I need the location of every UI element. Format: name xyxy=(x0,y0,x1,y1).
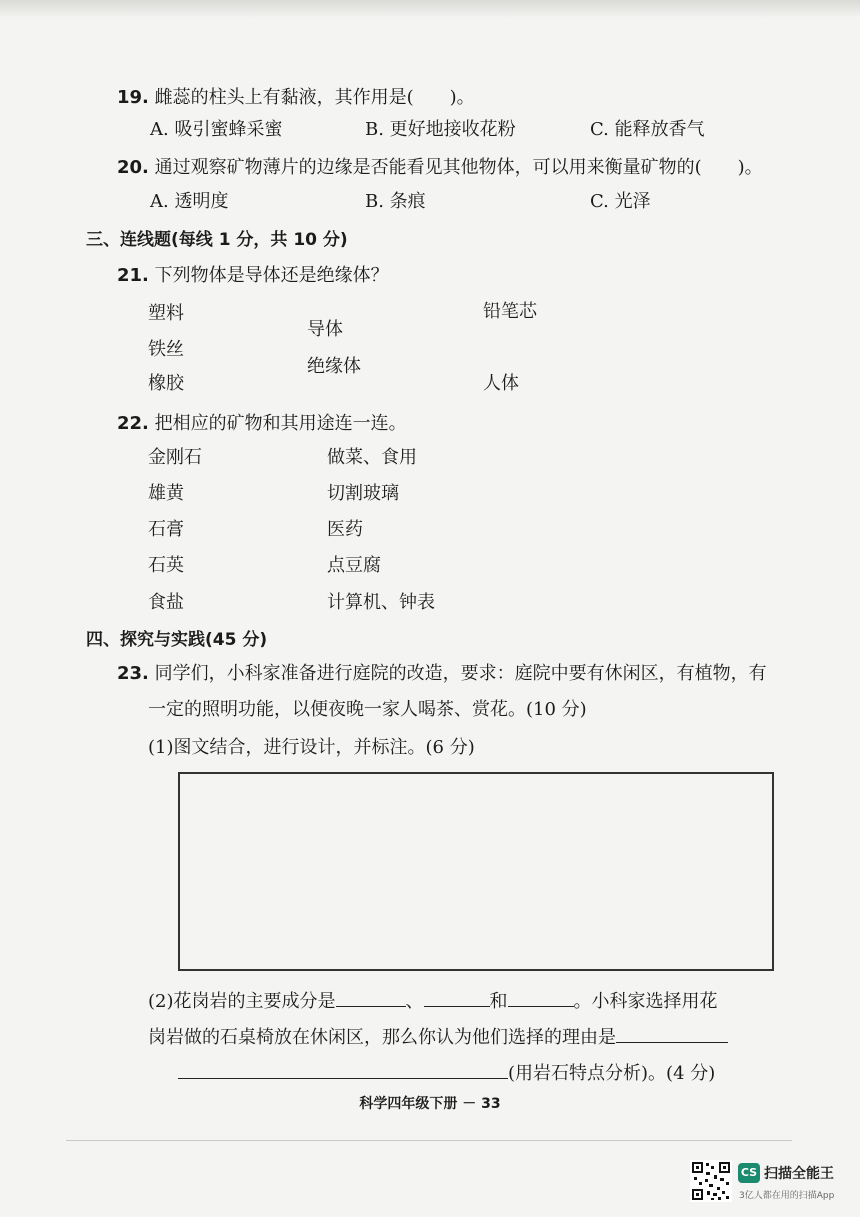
q22-mineral: 石英 xyxy=(148,555,184,576)
q20-option-c: C. 光泽 xyxy=(590,191,651,212)
divider xyxy=(66,1140,792,1141)
camscanner-tagline: 3亿人都在用的扫描App xyxy=(739,1191,835,1201)
camscanner-logo: CS xyxy=(738,1163,760,1183)
separator: 、 xyxy=(405,991,424,1012)
q22-mineral: 金刚石 xyxy=(148,447,202,468)
camscanner-name: 扫描全能王 xyxy=(764,1166,834,1182)
q21-left-item: 塑料 xyxy=(148,303,184,324)
q23-part1: (1)图文结合，进行设计，并标注。(6 分) xyxy=(148,737,475,758)
question-19 xyxy=(117,86,475,110)
q22-use: 点豆腐 xyxy=(327,555,381,576)
question-text: 下列物体是导体还是绝缘体？ xyxy=(154,265,389,286)
design-drawing-box[interactable] xyxy=(178,772,774,971)
question-text: 通过观察矿物薄片的边缘是否能看见其他物体，可以用来衡量矿物的( )。 xyxy=(154,157,763,178)
scan-top-shadow xyxy=(0,0,860,18)
question-number: 20. xyxy=(117,157,149,178)
q22-use: 切割玻璃 xyxy=(327,483,399,504)
q22-use: 做菜、食用 xyxy=(327,447,417,468)
question-number: 21. xyxy=(117,265,149,286)
question-23 xyxy=(117,662,767,686)
q21-left-item: 铁丝 xyxy=(148,339,184,360)
part2-text: (2)花岗岩的主要成分是 xyxy=(148,991,336,1012)
q22-mineral: 食盐 xyxy=(148,592,184,613)
question-text: 同学们，小科家准备进行庭院的改造，要求：庭院中要有休闲区，有植物，有 xyxy=(154,663,767,684)
answer-blank[interactable] xyxy=(508,988,574,1007)
q20-option-b: B. 条痕 xyxy=(365,191,426,212)
question-21 xyxy=(117,264,389,288)
q22-mineral: 石膏 xyxy=(148,519,184,540)
question-23-line2: 一定的照明功能，以便夜晚一家人喝茶、赏花。(10 分) xyxy=(148,699,587,720)
q21-middle-item: 绝缘体 xyxy=(307,356,361,377)
answer-blank[interactable] xyxy=(424,988,490,1007)
section-3-title: 三、连线题(每线 1 分，共 10 分) xyxy=(86,230,348,250)
section-4-title: 四、探究与实践(45 分) xyxy=(86,630,268,650)
q23-part2-line2 xyxy=(148,1024,728,1050)
q19-option-c: C. 能释放香气 xyxy=(590,119,705,140)
q19-option-b: B. 更好地接收花粉 xyxy=(365,119,516,140)
question-22 xyxy=(117,412,407,436)
question-20 xyxy=(117,156,763,180)
part2-text: (用岩石特点分析)。(4 分) xyxy=(508,1063,716,1084)
answer-blank[interactable] xyxy=(336,988,406,1007)
q21-left-item: 橡胶 xyxy=(148,373,184,394)
question-number: 22. xyxy=(117,413,149,434)
question-number: 23. xyxy=(117,663,149,684)
q21-right-item: 人体 xyxy=(483,373,519,394)
q22-mineral: 雄黄 xyxy=(148,483,184,504)
q22-use: 医药 xyxy=(327,519,363,540)
question-number: 19. xyxy=(117,87,149,108)
answer-blank[interactable] xyxy=(616,1024,728,1043)
q19-option-a: A. 吸引蜜蜂采蜜 xyxy=(150,119,283,140)
part2-text: 。小科家选择用花 xyxy=(573,991,718,1012)
q23-part2-line3 xyxy=(178,1060,715,1086)
page-footer: 科学四年级下册 － 33 xyxy=(359,1096,501,1112)
qr-code-icon xyxy=(690,1160,732,1202)
q22-use: 计算机、钟表 xyxy=(327,592,435,613)
q21-middle-item: 导体 xyxy=(307,319,343,340)
question-text: 把相应的矿物和其用途连一连。 xyxy=(154,413,407,434)
part2-text: 岗岩做的石桌椅放在休闲区，那么你认为他们选择的理由是 xyxy=(148,1027,616,1048)
q20-option-a: A. 透明度 xyxy=(150,191,229,212)
answer-blank[interactable] xyxy=(178,1060,508,1079)
q23-part2-line1 xyxy=(148,988,718,1014)
question-text: 雌蕊的柱头上有黏液，其作用是( )。 xyxy=(154,87,475,108)
q21-right-item: 铅笔芯 xyxy=(483,301,537,322)
separator: 和 xyxy=(489,991,508,1012)
